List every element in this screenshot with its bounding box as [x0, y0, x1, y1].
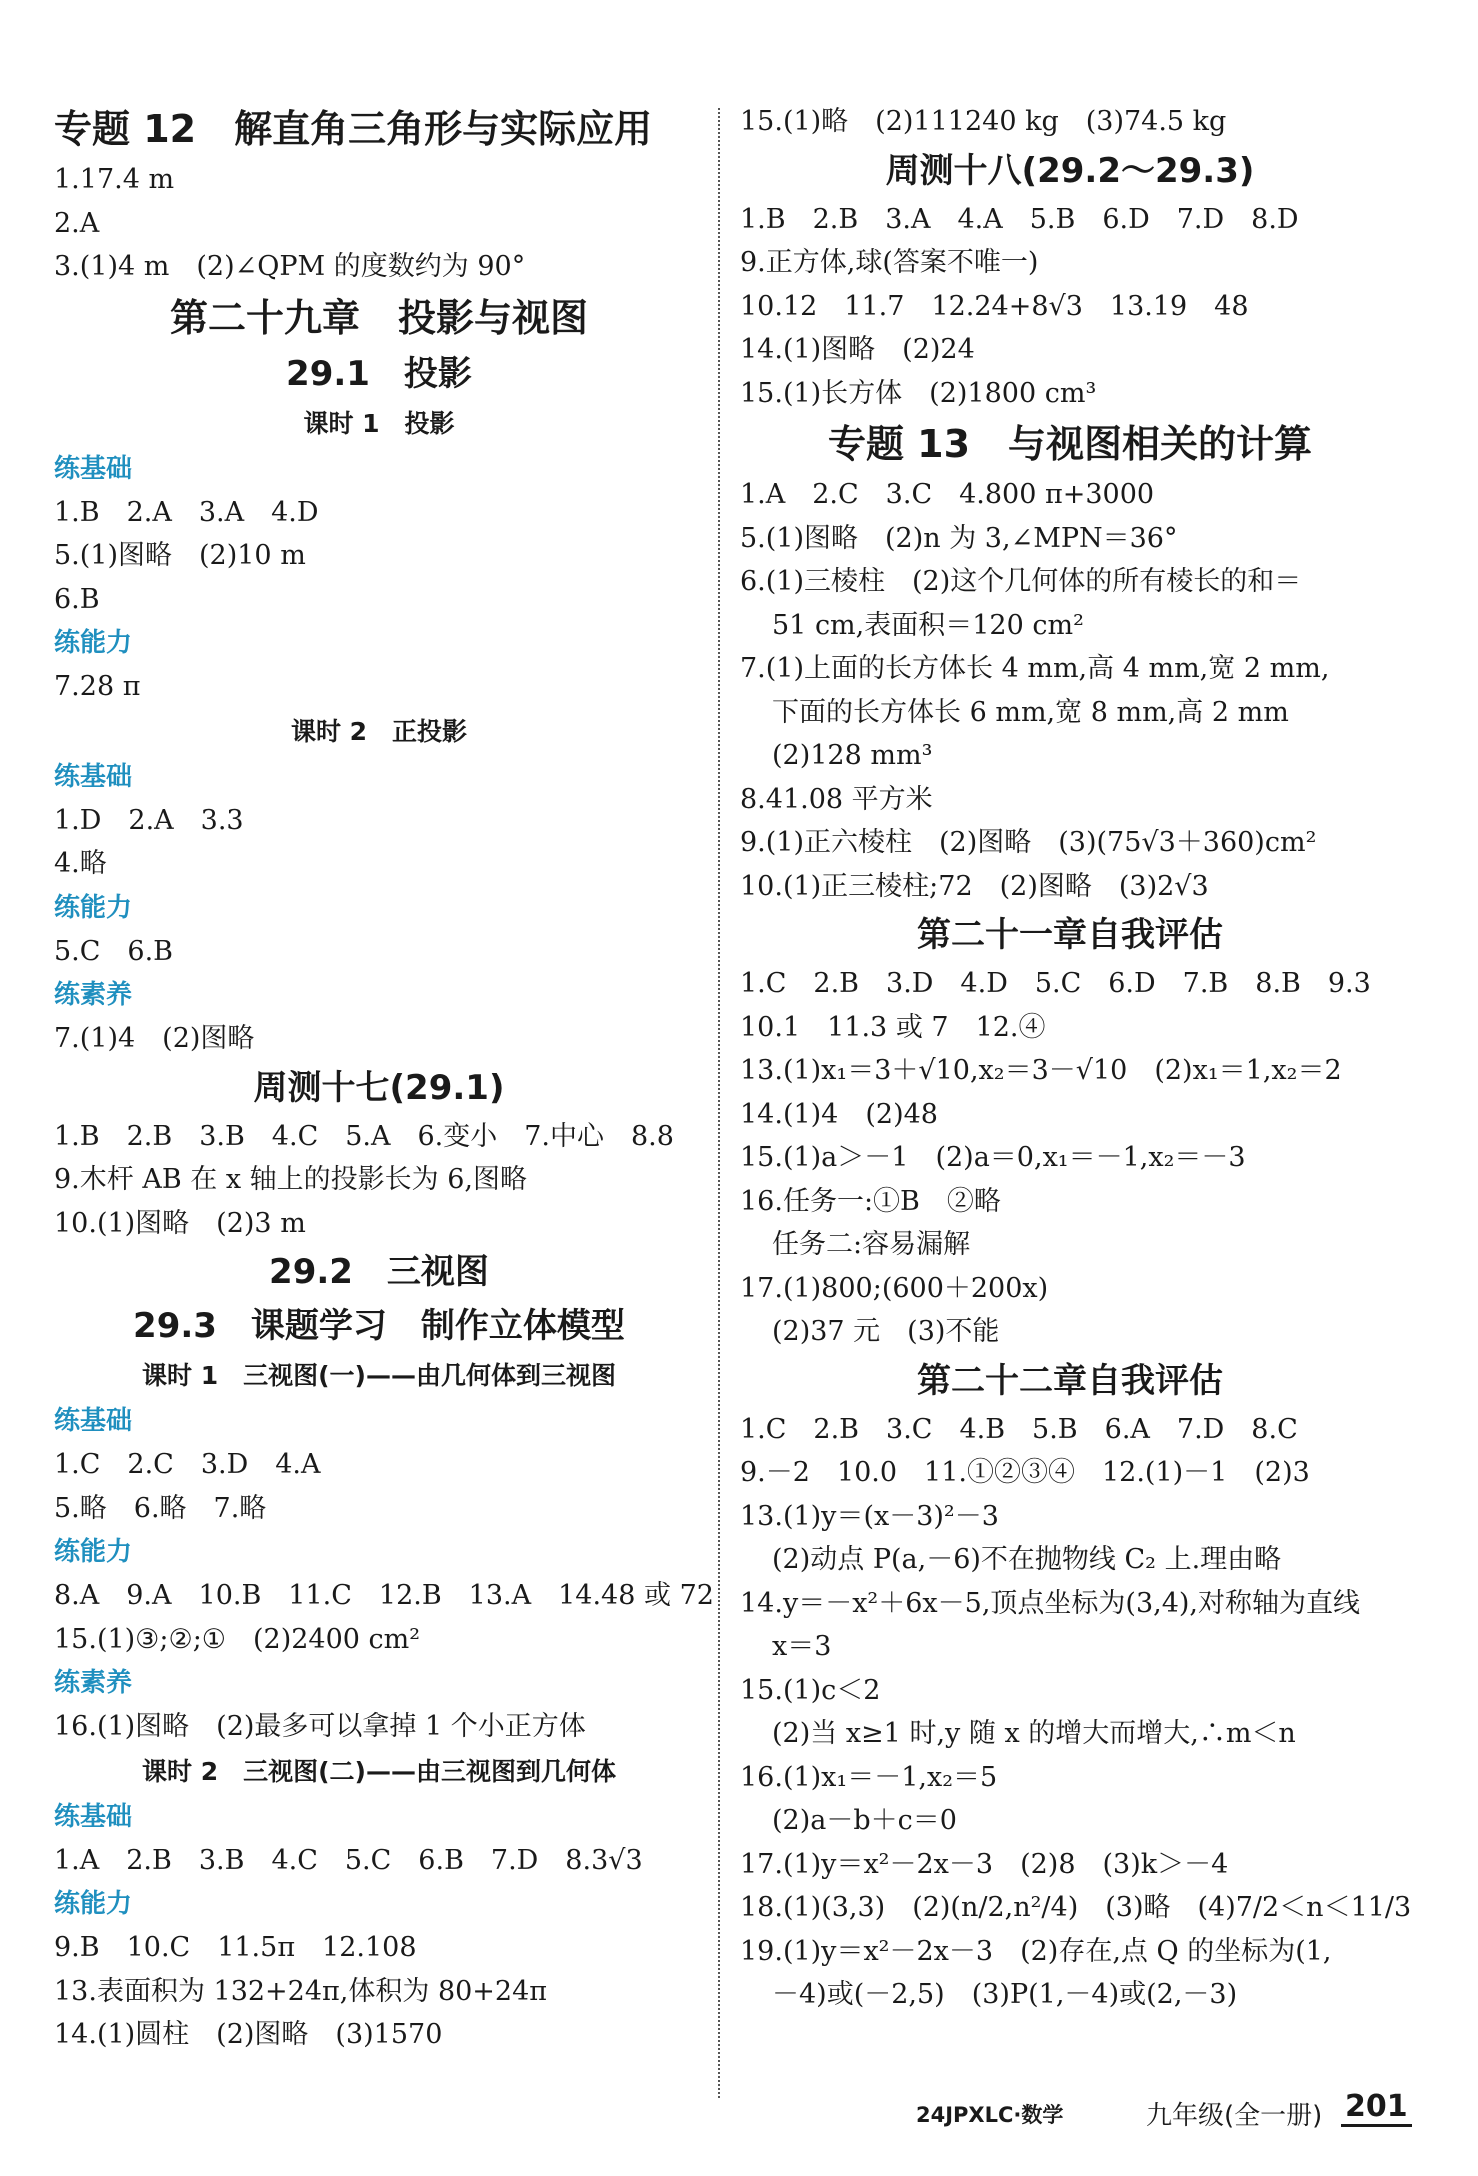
answer-line: 16.(1)图略 (2)最多可以拿掉 1 个小正方体	[54, 1711, 586, 1742]
left-column	[54, 100, 714, 2057]
answer-line: 17.(1)y＝x²－2x－3 (2)8 (3)k＞－4	[740, 1848, 1229, 1880]
answer-continuation: (2)37 元 (3)不能	[772, 1316, 1000, 1347]
section-heading: 第二十一章自我评估	[917, 915, 1223, 955]
answer-line: 18.(1)(3,3) (2)(n/2,n²/4) (3)略 (4)7/2＜n＜11/3	[740, 1892, 1412, 1923]
answer-line: 9.B 10.C 11.5π 12.108	[54, 1932, 417, 1963]
practice-tag: 练能力	[54, 1537, 133, 1567]
practice-tag: 练基础	[54, 761, 133, 792]
answer-line: 1.B 2.A 3.A 4.D	[54, 496, 319, 528]
practice-tag: 练能力	[54, 892, 133, 923]
answer-continuation: (2)a－b＋c＝0	[772, 1805, 957, 1836]
answer-line: 16.(1)x₁＝－1,x₂＝5	[740, 1761, 998, 1793]
answer-line: 1.C 2.C 3.D 4.A	[54, 1449, 321, 1480]
answer-line: 4.略	[54, 848, 107, 879]
answer-continuation: (2)动点 P(a,－6)不在抛物线 C₂ 上.理由略	[772, 1544, 1282, 1575]
answer-line: 8.A 9.A 10.B 11.C 12.B 13.A 14.48 或 72	[54, 1580, 714, 1611]
practice-tag: 练基础	[54, 453, 133, 484]
answer-line: 15.(1)③;②;① (2)2400 cm²	[54, 1623, 421, 1655]
answer-line: 9.木杆 AB 在 x 轴上的投影长为 6,图略	[54, 1164, 528, 1195]
section-heading: 29.1 投影	[286, 353, 472, 394]
answer-line: 5.C 6.B	[54, 935, 174, 967]
section-heading: 周测十八(29.2～29.3)	[885, 150, 1255, 191]
practice-tag: 练能力	[54, 628, 133, 658]
answer-line: 9.正方体,球(答案不唯一)	[740, 247, 1039, 278]
lesson-heading: 课时 1 投影	[303, 408, 455, 438]
column-divider	[718, 108, 720, 2098]
answer-continuation: (2)128 mm³	[772, 740, 933, 771]
answer-line: 7.28 π	[54, 671, 141, 702]
answer-line: 9.－2 10.0 11.①②③④ 12.(1)－1 (2)3	[740, 1457, 1310, 1488]
section-heading: 29.3 课题学习 制作立体模型	[133, 1306, 625, 1346]
answer-line: 15.(1)长方体 (2)1800 cm³	[740, 377, 1097, 409]
answer-line: 7.(1)4 (2)图略	[54, 1023, 255, 1054]
answer-line: 10.(1)图略 (2)3 m	[54, 1207, 306, 1239]
answer-line: 1.D 2.A 3.3	[54, 804, 244, 836]
answer-line: 6.B	[54, 583, 100, 615]
answer-line: 13.表面积为 132+24π,体积为 80+24π	[54, 1975, 548, 2007]
chapter-title: 专题 13 与视图相关的计算	[827, 422, 1313, 466]
chapter-title: 第二十九章 投影与视图	[169, 295, 588, 340]
answer-line: 1.C 2.B 3.D 4.D 5.C 6.D 7.B 8.B 9.3	[740, 968, 1371, 999]
answer-line: 5.(1)图略 (2)10 m	[54, 540, 306, 571]
answer-line: 1.B 2.B 3.B 4.C 5.A 6.变小 7.中心 8.8	[54, 1120, 674, 1152]
practice-tag: 练素养	[54, 1668, 133, 1698]
practice-tag: 练能力	[54, 1889, 133, 1919]
answer-line: 9.(1)正六棱柱 (2)图略 (3)(75√3＋360)cm²	[740, 827, 1317, 858]
answer-line: 14.y＝－x²＋6x－5,顶点坐标为(3,4),对称轴为直线	[740, 1587, 1360, 1619]
answer-line: 15.(1)a＞－1 (2)a＝0,x₁＝－1,x₂＝－3	[740, 1142, 1246, 1173]
answer-line: 5.略 6.略 7.略	[54, 1492, 267, 1524]
section-heading: 周测十七(29.1)	[253, 1067, 505, 1108]
answer-line: 1.C 2.B 3.C 4.B 5.B 6.A 7.D 8.C	[740, 1413, 1298, 1445]
lesson-heading: 课时 1 三视图(一)——由几何体到三视图	[142, 1361, 616, 1390]
answer-line: 16.任务一:①B ②略	[740, 1185, 1001, 1217]
practice-tag: 练基础	[54, 1406, 133, 1436]
answer-line: 10.(1)正三棱柱;72 (2)图略 (3)2√3	[740, 870, 1209, 902]
answer-line: 14.(1)图略 (2)24	[740, 334, 975, 365]
page-number: 201	[1341, 2089, 1412, 2127]
answer-continuation: 下面的长方体长 6 mm,宽 8 mm,高 2 mm	[772, 696, 1289, 728]
answer-continuation: 51 cm,表面积＝120 cm²	[772, 609, 1084, 641]
answer-line: 15.(1)c＜2	[740, 1674, 881, 1706]
answer-line: 7.(1)上面的长方体长 4 mm,高 4 mm,宽 2 mm,	[740, 653, 1330, 684]
section-heading: 29.2 三视图	[269, 1252, 489, 1292]
answer-line: 1.17.4 m	[54, 164, 175, 195]
grade-label: 九年级(全一册)	[1146, 2101, 1323, 2131]
answer-line: 19.(1)y＝x²－2x－3 (2)存在,点 Q 的坐标为(1,	[740, 1935, 1332, 1967]
book-code: 24JPXLC·数学	[916, 2103, 1064, 2127]
answer-line: 1.A 2.C 3.C 4.800 π+3000	[740, 479, 1155, 510]
answer-line: 10.1 11.3 或 7 12.④	[740, 1011, 1046, 1043]
practice-tag: 练基础	[54, 1801, 133, 1832]
answer-line: 5.(1)图略 (2)n 为 3,∠MPN＝36°	[740, 522, 1178, 554]
answer-continuation: 任务二:容易漏解	[772, 1229, 971, 1260]
practice-tag: 练素养	[54, 980, 133, 1010]
answer-line: 2.A	[54, 207, 100, 239]
answer-continuation: (2)当 x≥1 时,y 随 x 的增大而增大,∴m＜n	[772, 1718, 1296, 1749]
answer-line: 17.(1)800;(600＋200x)	[740, 1272, 1049, 1304]
answer-line: 13.(1)x₁＝3＋√10,x₂＝3－√10 (2)x₁＝1,x₂＝2	[740, 1055, 1342, 1086]
answer-line: 3.(1)4 m (2)∠QPM 的度数约为 90°	[54, 251, 526, 282]
answer-line: 1.A 2.B 3.B 4.C 5.C 6.B 7.D 8.3√3	[54, 1844, 643, 1876]
lesson-heading: 课时 2 三视图(二)——由三视图到几何体	[142, 1756, 616, 1786]
answer-line: 6.(1)三棱柱 (2)这个几何体的所有棱长的和＝	[740, 566, 1302, 597]
answer-line: 14.(1)圆柱 (2)图略 (3)1570	[54, 2019, 443, 2050]
answer-line: 10.12 11.7 12.24+8√3 13.19 48	[740, 290, 1249, 322]
lesson-heading: 课时 2 正投影	[290, 716, 468, 746]
section-heading: 第二十二章自我评估	[917, 1360, 1223, 1401]
answer-line: 1.B 2.B 3.A 4.A 5.B 6.D 7.D 8.D	[740, 203, 1299, 235]
answer-continuation: －4)或(－2,5) (3)P(1,－4)或(2,－3)	[772, 1979, 1238, 2010]
right-column	[740, 100, 1412, 2017]
answer-line: 13.(1)y＝(x－3)²－3	[740, 1500, 999, 1532]
answer-line: 8.41.08 平方米	[740, 783, 933, 815]
answer-line: 15.(1)略 (2)111240 kg (3)74.5 kg	[740, 106, 1227, 137]
page-footer	[916, 2085, 1436, 2135]
answer-continuation: x＝3	[772, 1631, 832, 1662]
answer-line: 14.(1)4 (2)48	[740, 1098, 938, 1130]
section-title: 专题 12 解直角三角形与实际应用	[54, 107, 653, 151]
